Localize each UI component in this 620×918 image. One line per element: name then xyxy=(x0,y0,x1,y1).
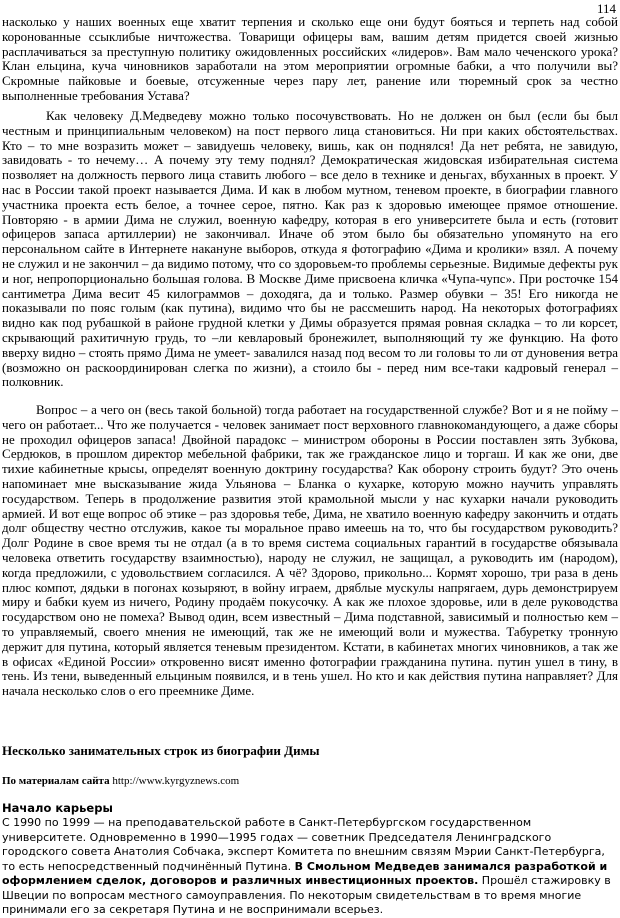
source-link[interactable]: http://www.kyrgyznews.com xyxy=(112,775,240,787)
section-heading: Несколько занимательных строк из биографии Димы xyxy=(2,743,320,758)
paragraph-3: Вопрос – а чего он (весь такой больной) тогда работает на государственной службе? Вот и я не пойму – чего он работает... Что же получается - человек занимает пост верховного главнокомандующего, а даже сборы не проходил офицеров запаса! Двойной парадокс – министром обороны в России поставлен зять Зубкова, Сердюков, в прошлом директор мебельной фабрики, так же гражданское лицо и торгаш. И как же они, две тихие кабинетные крысы, определят военную доктрину государства? Как оборону строить будут? Это очень напоминает мне высказывание жида Ульянова – Бланка о кухарке, которую можно научить управлять государством. Теперь в продолжение развития этой крамольной мысли у нас кухарки начали руководить армией. И вот еще вопрос об этике – раз здоровья тебе, Дима, не хватило военную кафедру закончить и отдать долг обществу честно отслужив, какое ты моральное право имеешь на то, что бы государством руководить? Долг Родине в свое время ты не отдал (а в то время система социальных гарантий в государстве обязывала человека ответить государству взаимностью), народу не служил, не защищал, а руководить им (народом), когда предложили, с удовольствием согласился. А чё? Здорово, прикольно... Кормят хорошо, три раза в день плюс компот, дядьки в погонах козыряют, в войну играем, дряблые мускулы напрягаем, дурь демонстрируем миру и бабки куем из ничего, Родину продаём покусочку. А как же плохое здоровье, или в деле руководства государством оно не помеха? Вывод один, всем известный – Дима подставной, зависимый и полностью кем – то управляемый, своего мнения не имеющий, так же не имеющий воли и мужества. Табуретку тронную держит для путина, который является теневым президентом. Кстати, в кабинетах многих чиновников, а так же в офисах «Единой России» откровенно висят именно фотографии гражданина путина. путин ушел в тину, в тень. Из тени, выведенный ельциным появился, и в тень ушел. Но кто и как действия путина направляет? Для начала несколько слов о его преемнике Диме. xyxy=(2,402,618,699)
career-paragraph xyxy=(2,816,618,918)
page-number: 114 xyxy=(596,1,616,16)
source-line xyxy=(2,775,239,787)
source-label: По материалам сайта xyxy=(2,775,110,787)
career-bold-text: В Смольном Медведев занимался разработкой и оформлением сделок, договоров и различных инвестиционных проектов. xyxy=(2,859,608,887)
career-heading: Начало карьеры xyxy=(2,801,113,815)
career-text-2: Прошёл стажировку в Швеции по вопросам местного самоуправления. По некоторым свидетельствам в то время многие принимали его за секретаря Путина и не воспринимали всерьез. xyxy=(2,874,611,916)
paragraph-2: Как человеку Д.Медведеву можно только посочувствовать. Но не должен он был (если бы был честным и принципиальным человеком) на пост первого лица становиться. Ни при каких обстоятельствах. Кто – то мне возразить может – завидуешь человеку, вишь, как он поднялся! Да нет ребята, не завидую, завидовать - то нечему… А почему эту тему поднял? Демократическая жидовская избирательная система позволяет на должность первого лица ставить любого – все дело в технике и деньгах, вбуханных в проект. У нас в России такой проект называется Дима. И как в любом мутном, теневом проекте, в биографии главного участника проекта есть белое, а точнее серое, пятно. Как раз к здоровью имеющее прямое отношение. Повторяю - в армии Дима не служил, военную кафедру, которая в его университете была и есть (готовит офицеров запаса артиллерии) не закончивал. Иначе об этом было бы обязательно упомянуто на его персональном сайте в Интернете накануне выборов, откуда я фотографию «Дима и кролики» взял. А почему не служил и не закончил – да видимо потому, что со здоровьем-то проблемы серьезные. Видимые дефекты рук и ног, непропорционально большая голова. В Москве Диме присвоена кличка «Чупа-чупс». При росточке 154 сантиметра Дима весит 45 килограммов – доходяга, да и только. Размер обувки – 35! Его никогда не показывали по пояс голым (как путина), видимо что бы не рассмешить народ. На некоторых фотографиях видно как под рубашкой в районе грудной клетки у Димы образуется прямая ровная складка – то ли корсет, скрывающий рахитичную грудь, то –ли кевларовый бронежилет, выполняющий ту же функцию. На фото вверху видно – стоять прямо Дима не умеет- завалился назад под весом то ли головы то ли от дуновения ветра (возможно он раскоординирован слегка по жизни), а стоило бы - перед ним все-таки кадровый генерал – полковник. xyxy=(2,108,618,390)
paragraph-1: насколько у наших военных еще хватит терпения и сколько еще они будут бояться и терпеть над собой коронованные ссыклибые ничтожества. Товарищи офицеры вам, вашим детям придется своей жизнью расплачиваться за преступную политику ожидовленных российских «лидеров». Вам мало чеченского урока? Клан ельцина, куча чиновников заработали на этом мероприятии огромные бабки, а что получили вы? Скромные пайковые и боевые, отсуженные через пару лет, ранение или тюремный срок за честно выполненные требования Устава? xyxy=(2,14,618,103)
career-text-1: С 1990 по 1999 — на преподавательской работе в Санкт-Петербургском государственном университете. Одновременно в 1990—1995 годах — советник Председателя Ленинградского городского совета Анатолия Собчака, эксперт Комитета по внешним связям Мэрии Санкт-Петербурга, то есть непосредственный подчинённый Путина. xyxy=(2,816,605,873)
